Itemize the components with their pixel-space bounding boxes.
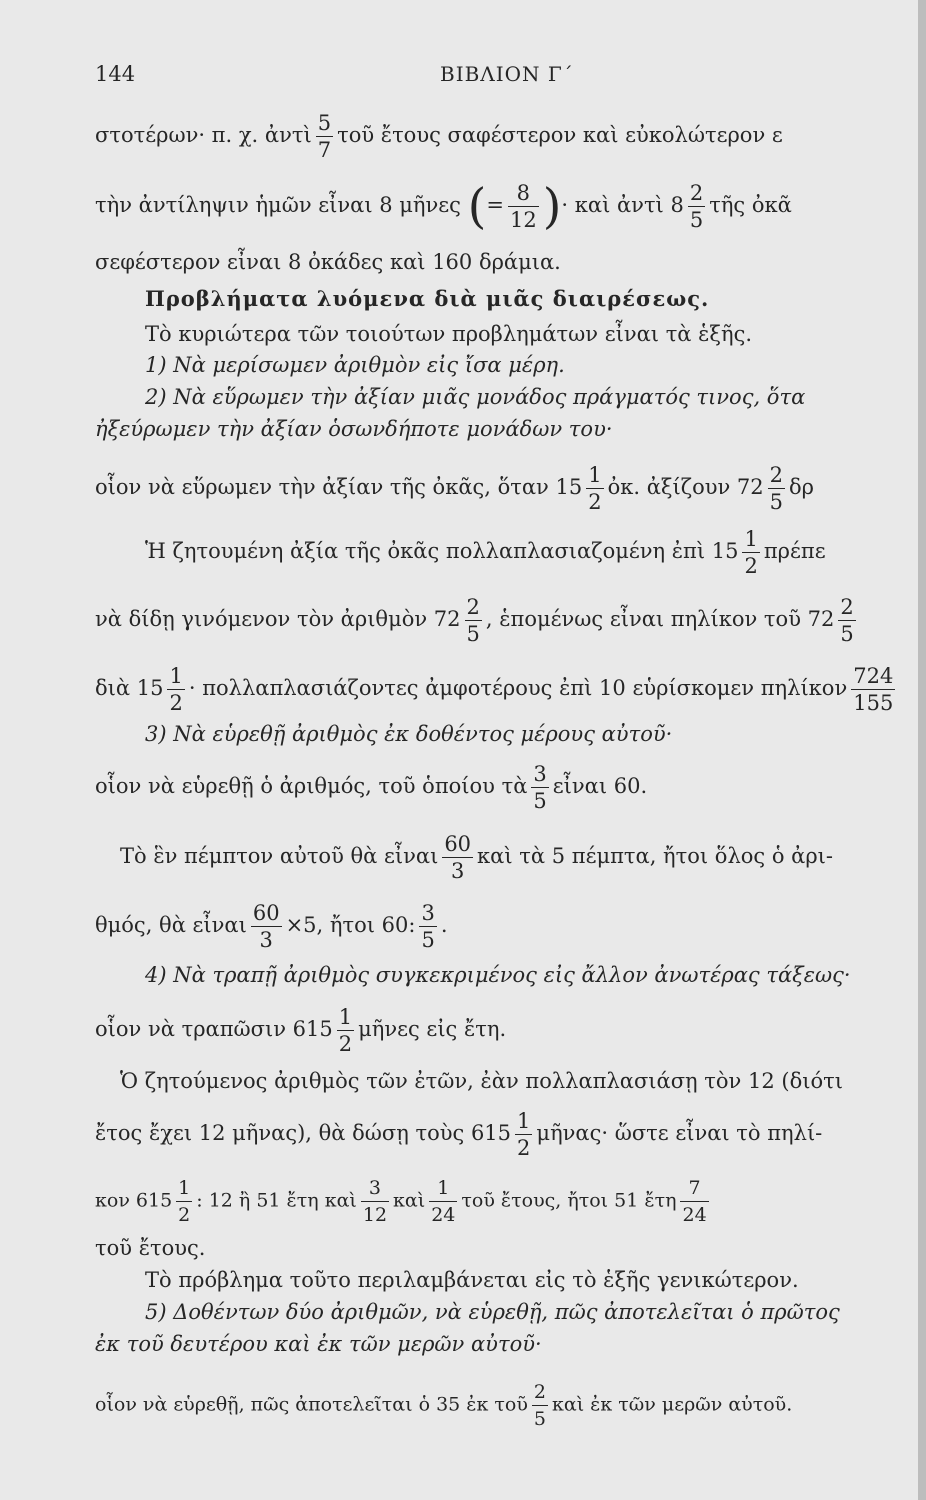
text-line-12: διὰ 15 $\frac{1}{2}$ · πολλαπλασιάζοντες ἀμφοτέρους ἐπὶ 10 εὑρίσκομεν πηλίκον $\frac{724}{155}$ [95, 664, 894, 715]
text-line-26: οἷον νὰ εὑρεθῇ, πῶς ἀποτελεῖται ὁ 35 ἐκ τοῦ $\frac{2}{5}$ καὶ ἐκ τῶν μερῶν αὐτοῦ. [95, 1381, 793, 1430]
text-line-2: τὴν ἀντίληψιν ἡμῶν εἶναι 8 μῆνες (= $\frac{8}{12}$ )· καὶ ἀντὶ 8 $\frac{2}{5}$ τῆς ὀκᾶ [95, 178, 792, 235]
fraction: $\frac{3}{5}$ [421, 901, 435, 952]
fraction: $\frac{7}{24}$ [682, 1177, 707, 1226]
fraction: $\frac{3}{5}$ [533, 762, 547, 813]
fraction: $\frac{2}{5}$ [769, 463, 784, 514]
problem-5: 5) Δοθέντων δύο ἀριθμῶν, νὰ εὑρεθῇ, πῶς ἀποτελεῖται ὁ πρῶτος [145, 1300, 840, 1324]
text-line-10: Ἡ ζητουμένη ἀξία τῆς ὀκᾶς πολλαπλασιαζομένη ἐπὶ 15 $\frac{1}{2}$ πρέπε [145, 527, 826, 578]
text-line-15: Τὸ ἓν πέμπτον αὐτοῦ θὰ εἶναι $\frac{60}{3}$ καὶ τὰ 5 πέμπτα, ἤτοι ὅλος ὁ ἀρι- [120, 832, 834, 883]
fraction: $\frac{724}{155}$ [853, 664, 894, 715]
page-edge [918, 0, 926, 1500]
text-line-3: σεφέστερον εἶναι 8 ὀκάδες καὶ 160 δράμια. [95, 250, 561, 274]
problem-2-cont: ἠξεύρωμεν τὴν ἀξίαν ὁσωνδήποτε μονάδων του· [95, 417, 613, 441]
text-line-21: κον 615 $\frac{1}{2}$ : 12 ἢ 51 ἔτη καὶ $\frac{3}{12}$ καὶ $\frac{1}{24}$ τοῦ ἔτους, ἤτοι 51 ἔτη $\frac{7}{24}$ [95, 1177, 707, 1226]
fraction: $\frac{1}{24}$ [431, 1177, 456, 1226]
text-line-18: οἷον νὰ τραπῶσιν 615 $\frac{1}{2}$ μῆνες εἰς ἔτη. [95, 1005, 507, 1056]
problem-1: 1) Νὰ μερίσωμεν ἀριθμὸν εἰς ἴσα μέρη. [145, 353, 565, 377]
text-line-14: οἷον νὰ εὑρεθῇ ὁ ἀριθμός, τοῦ ὁποίου τὰ $\frac{3}{5}$ εἶναι 60. [95, 762, 648, 813]
fraction: $\frac{1}{2}$ [588, 463, 602, 514]
text-line-23: Τὸ πρόβλημα τοῦτο περιλαμβάνεται εἰς τὸ ἑξῆς γενικώτερον. [145, 1268, 799, 1292]
text-line-20: ἔτος ἔχει 12 μῆνας), θὰ δώσῃ τοὺς 615 $\frac{1}{2}$ μῆνας· ὥστε εἶναι τὸ πηλί- [95, 1109, 823, 1160]
fraction: $\frac{2}{5}$ [466, 595, 480, 646]
fraction: $\frac{1}{2}$ [744, 527, 758, 578]
fraction: $\frac{1}{2}$ [178, 1177, 191, 1226]
page-number: 144 [95, 62, 136, 86]
text-line-19: Ὁ ζητούμενος ἀριθμὸς τῶν ἐτῶν, ἐὰν πολλαπλασιάσῃ τὸν 12 (διότι [120, 1069, 843, 1093]
fraction: $\frac{1}{2}$ [338, 1005, 353, 1056]
running-title: ΒΙΒΛΙΟΝ Γ΄ [440, 62, 574, 86]
problem-5-cont: ἐκ τοῦ δευτέρου καὶ ἐκ τῶν μερῶν αὐτοῦ· [95, 1332, 542, 1356]
fraction: $\frac{2}{5}$ [533, 1381, 546, 1430]
text-line-5: Τὸ κυριώτερα τῶν τοιούτων προβλημάτων εἶναι τὰ ἑξῆς. [145, 322, 753, 346]
fraction: $\frac{60}{3}$ [444, 832, 472, 883]
problem-3: 3) Νὰ εὑρεθῇ ἀριθμὸς ἐκ δοθέντος μέρους αὐτοῦ· [145, 722, 673, 746]
problem-2: 2) Νὰ εὕρωμεν τὴν ἀξίαν μιᾶς μονάδος πράγματός τινος, ὅτα [145, 385, 806, 409]
problem-4: 4) Νὰ τραπῇ ἀριθμὸς συγκεκριμένος εἰς ἄλλον ἀνωτέρας τάξεως· [145, 963, 851, 987]
fraction: $\frac{1}{2}$ [517, 1109, 531, 1160]
fraction: $\frac{2}{5}$ [689, 181, 704, 232]
text-line-16: θμός, θὰ εἶναι $\frac{60}{3}$ ×5, ἤτοι 60: $\frac{3}{5}$ . [95, 901, 448, 952]
section-heading: Προβλήματα λυόμενα διὰ μιᾶς διαιρέσεως. [145, 286, 710, 311]
text-line-1: στοτέρων· π. χ. ἀντὶ $\frac{5}{7}$ τοῦ ἔτους σαφέστερον καὶ εὐκολώτερον ε [95, 111, 783, 162]
fraction: $\frac{1}{2}$ [169, 664, 183, 715]
text-line-11: νὰ δίδῃ γινόμενον τὸν ἀριθμὸν 72 $\frac{2}{5}$ , ἑπομένως εἶναι πηλίκον τοῦ 72 $\frac{2}{5}$ [95, 595, 854, 646]
fraction: $\frac{2}{5}$ [840, 595, 854, 646]
fraction: $\frac{5}{7}$ [317, 111, 332, 162]
fraction: $\frac{8}{12}$ [509, 181, 537, 232]
fraction: $\frac{3}{12}$ [362, 1177, 388, 1226]
text-line-9: οἷον νὰ εὕρωμεν τὴν ἀξίαν τῆς ὀκᾶς, ὅταν 15 $\frac{1}{2}$ ὀκ. ἀξίζουν 72 $\frac{2}{5}$ δρ [95, 463, 815, 514]
text-line-22: τοῦ ἔτους. [95, 1236, 206, 1260]
fraction: $\frac{60}{3}$ [252, 901, 280, 952]
